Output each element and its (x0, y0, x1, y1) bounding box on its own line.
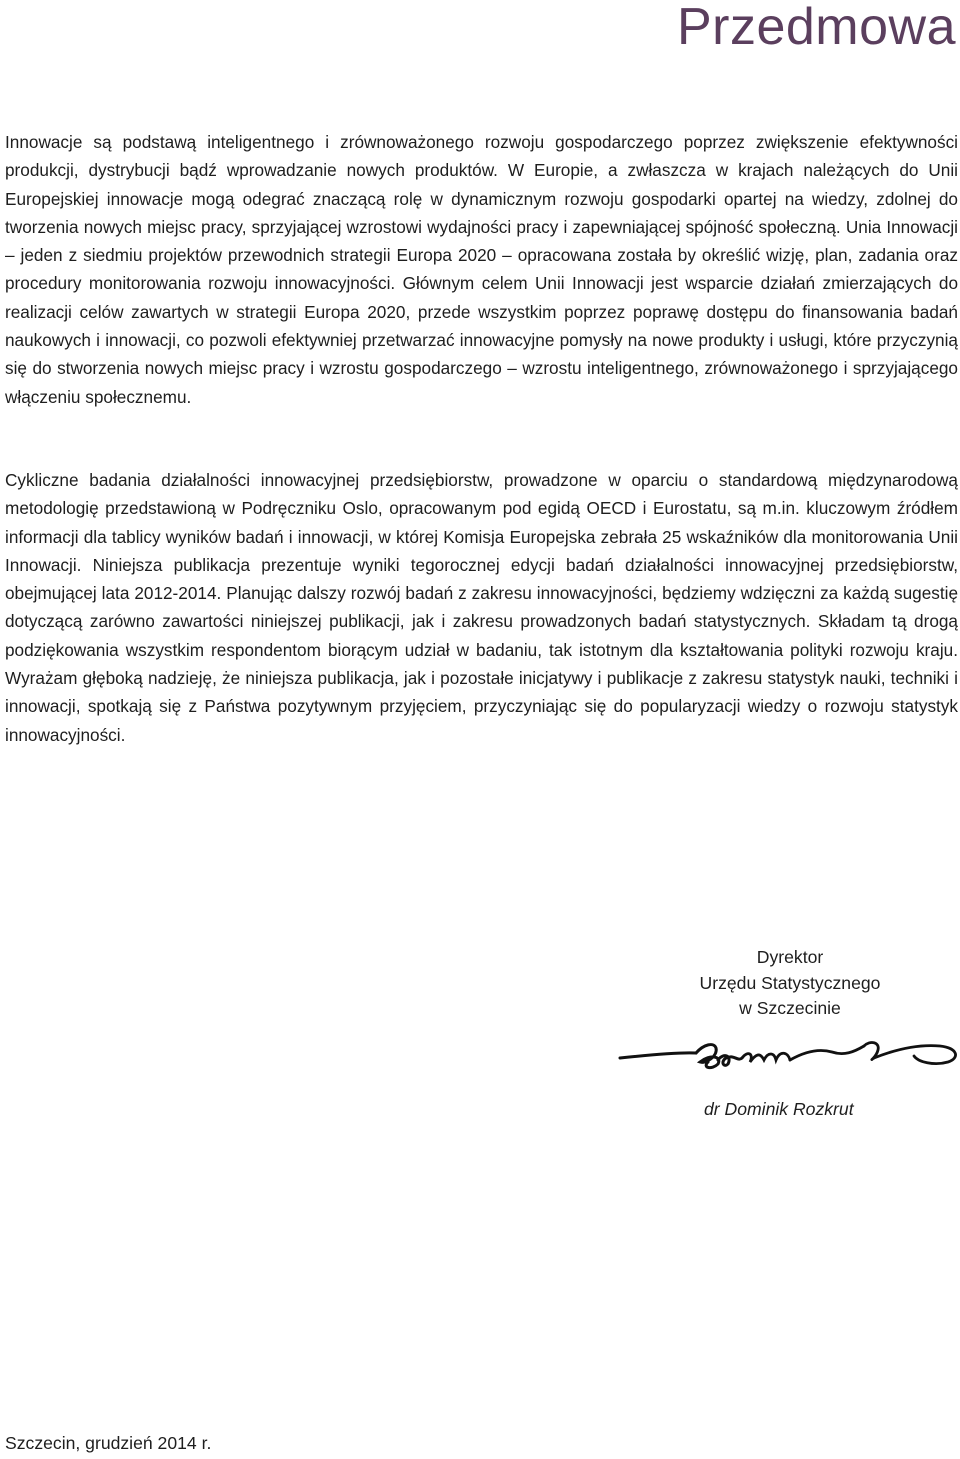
signer-institution-line: Urzędu Statystycznego (699, 972, 881, 993)
paragraph-intro: Innowacje są podstawą inteligentnego i zrównoważonego rozwoju gospodarczego poprzez zwiększenie efektywności produkcji, dystrybucji bądź wprowadzanie nowych produktów. W Europie, a zwłaszcza w krajach należących do Unii Europejskiej innowacje mogą odegrać znaczącą rolę w dynamicznym rozwoju gospodarki opartej na wiedzy, zdolnej do tworzenia nowych miejsc pracy, sprzyjającej wzrostowi wydajności pracy i zapewniającej spójność społeczną. Unia Innowacji – jeden z siedmiu projektów przewodnich strategii Europa 2020 – opracowana została by określić wizję, plan, zadania oraz procedury monitorowania rozwoju innowacyjności. Głównym celem Unii Innowacji jest wsparcie działań zmierzających do realizacji celów zawartych w strategii Europa 2020, przede wszystkim poprzez poprawę dostępu do finansowania badań naukowych i innowacji, co pozwoli efektywniej przetwarzać innowacyjne pomysły na nowe produkty i usługi, które przyczynią się do stworzenia nowych miejsc pracy i wzrostu gospodarczego – wzrostu inteligentnego, zrównoważonego i sprzyjającego włączeniu społecznemu. (5, 132, 958, 407)
handwritten-signature (618, 1038, 960, 1078)
signer-position-line: Dyrektor (756, 947, 824, 967)
page-title: Przedmowa (676, 0, 956, 56)
place-date: Szczecin, grudzień 2014 r. (5, 1433, 212, 1453)
signature-block (688, 945, 892, 1022)
signer-location-line: w Szczecinie (739, 998, 841, 1018)
paragraph-survey: Cykliczne badania działalności innowacyjnej przedsiębiorstw, prowadzone w oparciu o standardową międzynarodową metodologię przedstawioną w Podręczniku Oslo, opracowanym pod egidą OECD i Eurostatu, są m.in. kluczowym źródłem informacji dla tablicy wyników badań i innowacji, w której Komisja Europejska zebrała 25 wskaźników dla monitorowania Unii Innowacji. Niniejsza publikacja prezentuje wyniki tegorocznej edycji badań działalności innowacyjnej przedsiębiorstw, obejmującej lata 2012-2014. Planując dalszy rozwój badań z zakresu innowacyjności, będziemy wdzięczni za każdą sugestię dotyczącą zarówno zawartości niniejszej publikacji, jak i zakresu prowadzonych badań statystycznych. Składam tą drogą podziękowania wszystkim respondentom biorącym udział w badaniu, tak istotnym dla kształtowania polityki rozwoju kraju. Wyrażam głęboką nadzieję, że niniejsza publikacja, jak i pozostałe inicjatywy i publikacje z zakresu statystyk nauki, techniki i innowacji, spotkają się z Państwa pozytywnym przyjęciem, przyczyniając się do popularyzacji wiedzy o rozwoju statystyk innowacyjności. (5, 470, 958, 745)
signer-name: dr Dominik Rozkrut (704, 1099, 854, 1119)
